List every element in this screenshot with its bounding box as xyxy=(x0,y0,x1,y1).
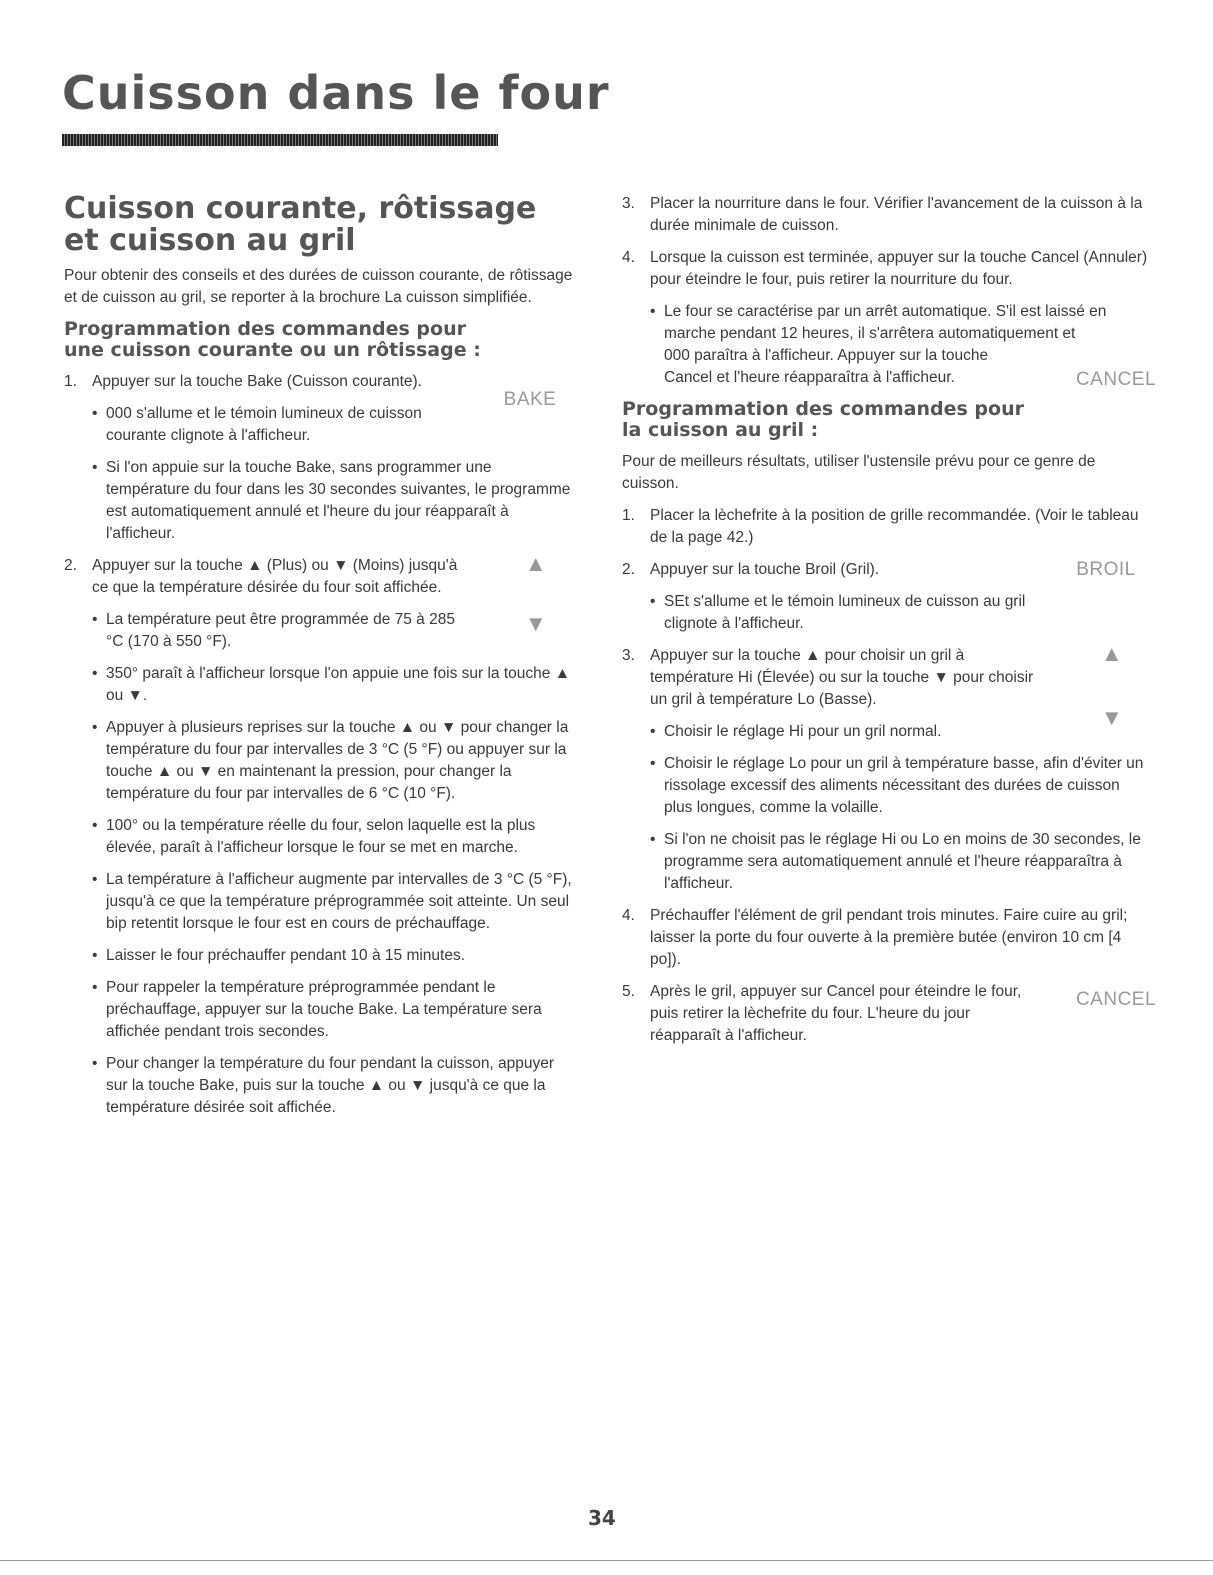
footer-rule xyxy=(0,1560,1213,1561)
cancel-row xyxy=(622,345,1157,390)
step-4-bullet-1: • Le four se caractérise par un arrêt automatique. S'il est laissé en marche pendant 12 heures, il s'arrêtera automatiquement et xyxy=(650,303,1107,342)
section-heading: Cuisson courante, rôtissage et cuisson au gril xyxy=(64,191,537,258)
broil-step-3-bullet-3: • Si l'on ne choisit pas le réglage Hi ou Lo en moins de 30 secondes, le programme sera automatiquement annulé et l'heure réapparaîtra à l'afficheur. xyxy=(650,831,1141,892)
step-4: 4. Lorsque la cuisson est terminée, appuyer sur la touche Cancel (Annuler) pour éteindre le four, puis retirer la nourriture du four. xyxy=(622,249,1148,288)
step-2-bullet-5: • La température à l'afficheur augmente par intervalles de 3 °C (5 °F), jusqu'à ce que la température préprogrammée soit atteinte. Un seul bip retentit lorsque le four est en cours de préchauffage. xyxy=(92,871,572,932)
step-1-bullet-1: • 000 s'allume et le témoin lumineux de cuisson courante clignote à l'afficheur. xyxy=(92,405,422,444)
up-arrow-icon: ▲ xyxy=(1100,641,1124,666)
step-2-bullet-7: • Pour rappeler la température préprogrammée pendant le préchauffage, appuyer sur la touche Bake. La température sera affichée pendant trois secondes. xyxy=(92,979,542,1040)
step-2-bullet-3: • Appuyer à plusieurs reprises sur la touche ▲ ou ▼ pour changer la température du four par intervalles de 3 °C (5 °F) ou appuyer sur la touche ▲ ou ▼ en maintenant la pression, pour changer la température du four par intervalles de 6 °C (10 °F). xyxy=(92,719,569,802)
cancel-key-icon: CANCEL xyxy=(1075,369,1157,390)
broil-step-3-row xyxy=(622,641,1152,743)
broil-intro: Pour de meilleurs résultats, utiliser l'ustensile prévu pour ce genre de cuisson. xyxy=(622,453,1096,492)
page-title: Cuisson dans le four xyxy=(62,66,610,120)
step-2-bullet-4: • 100° ou la température réelle du four, selon laquelle est la plus élevée, paraît à l'afficheur lorsque le four se met en marche. xyxy=(92,817,536,856)
down-arrow-icon: ▼ xyxy=(524,611,548,636)
broil-subheading: Programmation des commandes pour la cuisson au gril : xyxy=(622,398,1024,441)
title-rule xyxy=(62,134,498,146)
broil-step-3-bullet-1: • Choisir le réglage Hi pour un gril normal. xyxy=(650,723,942,740)
broil-step-2-row xyxy=(622,559,1152,635)
left-column xyxy=(64,193,576,1129)
step-2-bullet-6: • Laisser le four préchauffer pendant 10 à 15 minutes. xyxy=(92,947,466,964)
step-2-row xyxy=(64,551,576,653)
broil-step-4: 4. Préchauffer l'élément de gril pendant trois minutes. Faire cuire au gril; laisser la porte du four ouverte à la première butée (environ 10 cm [4 po]). xyxy=(622,907,1128,968)
broil-step-2: 2. Appuyer sur la touche Broil (Gril). xyxy=(622,561,880,578)
step-1-row xyxy=(64,371,576,447)
bake-key-icon: BAKE xyxy=(503,389,557,410)
broil-step-2-bullet-1: • SEt s'allume et le témoin lumineux de cuisson au gril clignote à l'afficheur. xyxy=(650,593,1026,632)
broil-key-icon: BROIL xyxy=(1076,559,1136,580)
step-2-bullet-8: • Pour changer la température du four pendant la cuisson, appuyer sur la touche Bake, puis sur la touche ▲ ou ▼ jusqu'à ce que la température désirée soit affichée. xyxy=(92,1055,555,1116)
step-2-bullet-2: • 350° paraît à l'afficheur lorsque l'on appuie une fois sur la touche ▲ ou ▼. xyxy=(92,665,571,704)
step-2-bullet-1: • La température peut être programmée de 75 à 285 °C (170 à 550 °F). xyxy=(92,611,455,650)
page-number: 34 xyxy=(588,1506,616,1530)
broil-step-5-row xyxy=(622,981,1157,1047)
step-4-bullet-1-cont: 000 paraîtra à l'afficheur. Appuyer sur la touche Cancel et l'heure réapparaîtra à l'afficheur. xyxy=(664,347,989,386)
down-arrow-icon: ▼ xyxy=(1100,705,1124,730)
step-1-bullet-2: • Si l'on appuie sur la touche Bake, sans programmer une température du four dans les 30 secondes suivantes, le programme est automatiquement annulé et l'heure du jour réapparaît à l'afficheur. xyxy=(92,459,571,542)
intro-paragraph: Pour obtenir des conseils et des durées de cuisson courante, de rôtissage et de cuisson au gril, se reporter à la brochure La cuisson simplifiée. xyxy=(64,267,573,306)
right-column xyxy=(622,193,1157,1057)
step-1: 1. Appuyer sur la touche Bake (Cuisson courante). xyxy=(64,373,422,390)
step-2: 2. Appuyer sur la touche ▲ (Plus) ou ▼ (Moins) jusqu'à ce que la température désirée du four soit affichée. xyxy=(64,557,458,596)
broil-step-5: 5. Après le gril, appuyer sur Cancel pour éteindre le four, puis retirer la lèchefrite du four. L'heure du jour réapparaît à l'afficheur. xyxy=(622,983,1022,1044)
cancel-key-icon-2: CANCEL xyxy=(1075,989,1157,1010)
step-3: 3. Placer la nourriture dans le four. Vérifier l'avancement de la cuisson à la durée minimale de cuisson. xyxy=(622,195,1143,234)
up-arrow-icon: ▲ xyxy=(524,551,548,576)
broil-step-3: 3. Appuyer sur la touche ▲ pour choisir un gril à température Hi (Élevée) ou sur la touche ▼ pour choisir un gril à température Lo (Basse). xyxy=(622,647,1034,708)
broil-step-3-bullet-2: • Choisir le réglage Lo pour un gril à température basse, afin d'éviter un rissolage excessif des aliments nécessitant des durées de cuisson plus longues, comme la volaille. xyxy=(650,755,1144,816)
broil-step-1: 1. Placer la lèchefrite à la position de grille recommandée. (Voir le tableau de la page 42.) xyxy=(622,507,1139,546)
bake-subheading: Programmation des commandes pour une cuisson courante ou un rôtissage : xyxy=(64,318,481,361)
